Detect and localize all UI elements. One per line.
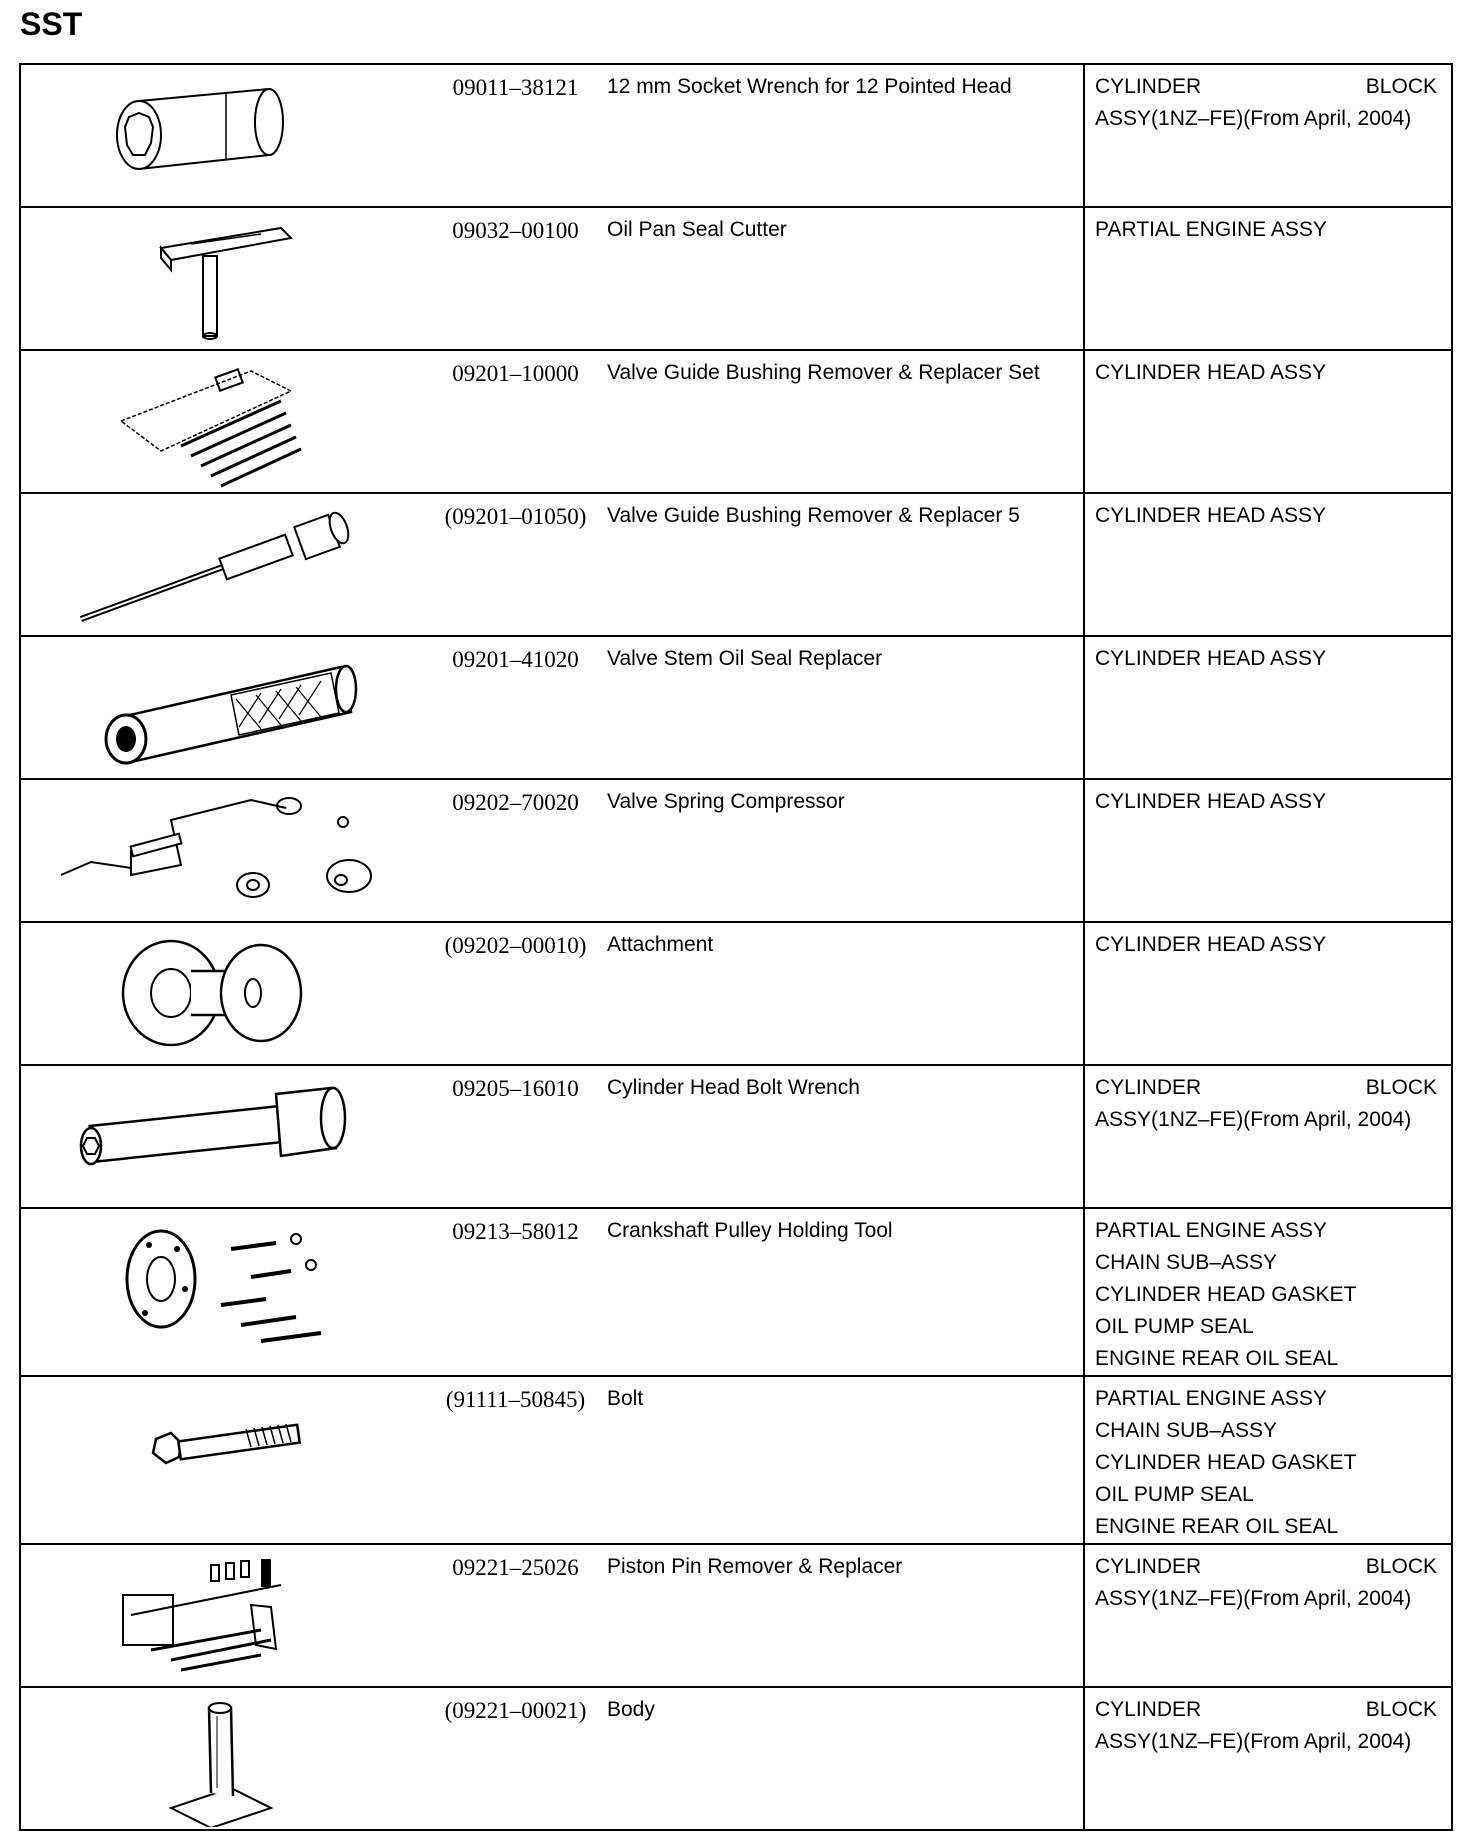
tool-row	[20, 636, 1452, 779]
part-number: 09201–41020	[424, 636, 607, 779]
tool-name: Valve Stem Oil Seal Replacer	[607, 636, 1084, 779]
application-line: CYLINDER HEAD ASSY	[1095, 647, 1327, 670]
tool-name: Oil Pan Seal Cutter	[607, 207, 1084, 350]
tool-image-cell	[20, 636, 424, 779]
application-line: OIL PUMP SEAL	[1095, 1483, 1254, 1506]
application-line: CHAIN SUB–ASSY	[1095, 1251, 1278, 1274]
application-line: OIL PUMP SEAL	[1095, 1315, 1254, 1338]
application-line: CYLINDER BLOCK	[1095, 1698, 1437, 1721]
application-line: CHAIN SUB–ASSY	[1095, 1419, 1278, 1442]
sst-table-body	[20, 64, 1452, 1830]
part-number: 09213–58012	[424, 1208, 607, 1376]
bolt-icon	[21, 1377, 421, 1538]
tool-image-cell	[20, 1208, 424, 1376]
tool-row	[20, 1208, 1452, 1376]
tool-row	[20, 64, 1452, 207]
application-cell	[1084, 64, 1452, 207]
application-line: CYLINDER HEAD ASSY	[1095, 504, 1327, 527]
tool-row	[20, 779, 1452, 922]
application-line: ASSY(1NZ–FE)(From April, 2004)	[1095, 107, 1412, 130]
application-cell	[1084, 207, 1452, 350]
application-cell	[1084, 1208, 1452, 1376]
application-cell	[1084, 779, 1452, 922]
part-number: (09201–01050)	[424, 493, 607, 636]
application-line: ASSY(1NZ–FE)(From April, 2004)	[1095, 1108, 1412, 1131]
pulley-holding-tool-icon	[21, 1209, 421, 1370]
spring-compressor-icon	[21, 780, 421, 919]
tool-name: 12 mm Socket Wrench for 12 Pointed Head	[607, 64, 1084, 207]
application-line: CYLINDER BLOCK	[1095, 75, 1437, 98]
part-number: 09011–38121	[424, 64, 607, 207]
application-line: CYLINDER HEAD ASSY	[1095, 933, 1327, 956]
page-title: SST	[20, 6, 83, 42]
tool-image-cell	[20, 207, 424, 350]
part-number: (09221–00021)	[424, 1687, 607, 1830]
application-cell	[1084, 1544, 1452, 1687]
application-line: CYLINDER BLOCK	[1095, 1555, 1437, 1578]
application-line: CYLINDER BLOCK	[1095, 1076, 1437, 1099]
part-number: (91111–50845)	[424, 1376, 607, 1544]
application-line: ASSY(1NZ–FE)(From April, 2004)	[1095, 1730, 1412, 1753]
application-cell	[1084, 1065, 1452, 1208]
tool-image-cell	[20, 350, 424, 493]
seal-replacer-icon	[21, 637, 421, 776]
application-line: CYLINDER HEAD ASSY	[1095, 361, 1327, 384]
tool-image-cell	[20, 1065, 424, 1208]
application-line: CYLINDER HEAD GASKET	[1095, 1283, 1357, 1306]
application-line: PARTIAL ENGINE ASSY	[1095, 1219, 1327, 1242]
application-cell	[1084, 636, 1452, 779]
part-number: 09201–10000	[424, 350, 607, 493]
body-icon	[21, 1688, 421, 1827]
tool-row	[20, 350, 1452, 493]
application-line: CYLINDER HEAD ASSY	[1095, 790, 1327, 813]
tool-name: Valve Guide Bushing Remover & Replacer 5	[607, 493, 1084, 636]
seal-cutter-icon	[21, 208, 421, 347]
application-line: ASSY(1NZ–FE)(From April, 2004)	[1095, 1587, 1412, 1610]
part-number: (09202–00010)	[424, 922, 607, 1065]
tool-name: Valve Spring Compressor	[607, 779, 1084, 922]
tool-row	[20, 922, 1452, 1065]
tool-image-cell	[20, 64, 424, 207]
tool-row	[20, 207, 1452, 350]
tool-name: Bolt	[607, 1376, 1084, 1544]
bolt-wrench-icon	[21, 1066, 421, 1205]
tool-name: Piston Pin Remover & Replacer	[607, 1544, 1084, 1687]
tool-name: Crankshaft Pulley Holding Tool	[607, 1208, 1084, 1376]
tool-name: Attachment	[607, 922, 1084, 1065]
tool-image-cell	[20, 1376, 424, 1544]
tool-name: Cylinder Head Bolt Wrench	[607, 1065, 1084, 1208]
application-cell	[1084, 1376, 1452, 1544]
application-line: PARTIAL ENGINE ASSY	[1095, 1387, 1327, 1410]
tool-image-cell	[20, 779, 424, 922]
application-line: PARTIAL ENGINE ASSY	[1095, 218, 1327, 241]
tool-image-cell	[20, 1687, 424, 1830]
part-number: 09205–16010	[424, 1065, 607, 1208]
tool-name: Valve Guide Bushing Remover & Replacer Set	[607, 350, 1084, 493]
tool-row	[20, 1065, 1452, 1208]
tool-image-cell	[20, 922, 424, 1065]
application-line: ENGINE REAR OIL SEAL	[1095, 1347, 1339, 1370]
application-cell	[1084, 1687, 1452, 1830]
attachment-icon	[21, 923, 421, 1062]
bushing-remover-icon	[21, 494, 421, 633]
tool-row	[20, 493, 1452, 636]
tool-row	[20, 1544, 1452, 1687]
tool-row	[20, 1376, 1452, 1544]
tool-row	[20, 1687, 1452, 1830]
part-number: 09202–70020	[424, 779, 607, 922]
application-line: ENGINE REAR OIL SEAL	[1095, 1515, 1339, 1538]
part-number: 09032–00100	[424, 207, 607, 350]
application-cell	[1084, 350, 1452, 493]
part-number: 09221–25026	[424, 1544, 607, 1687]
piston-pin-set-icon	[21, 1545, 421, 1684]
bushing-set-icon	[21, 351, 421, 490]
application-cell	[1084, 922, 1452, 1065]
tool-image-cell	[20, 493, 424, 636]
tool-name: Body	[607, 1687, 1084, 1830]
application-line: CYLINDER HEAD GASKET	[1095, 1451, 1357, 1474]
application-cell	[1084, 493, 1452, 636]
socket-wrench-icon	[21, 65, 421, 204]
sst-table	[19, 63, 1453, 1831]
tool-image-cell	[20, 1544, 424, 1687]
